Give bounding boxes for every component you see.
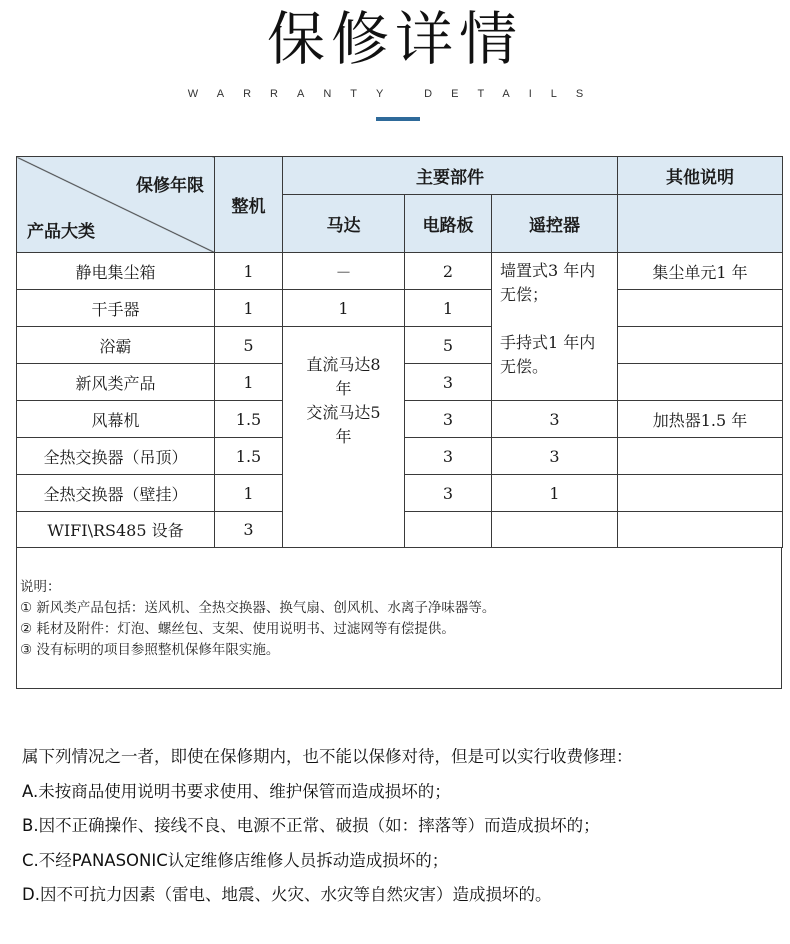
note-item: ③ 没有标明的项目参照整机保修年限实施。	[20, 642, 280, 658]
row-board-years: 3	[405, 364, 492, 401]
row-product-name: 浴霸	[17, 327, 215, 364]
row-other-note	[618, 290, 783, 327]
row-whole-years: 5	[215, 327, 283, 364]
sub-header-other-empty	[618, 195, 783, 253]
col-header-main-parts: 主要部件	[283, 157, 618, 195]
row-product-name: 静电集尘箱	[17, 253, 215, 290]
row-other-note	[618, 475, 783, 512]
row-whole-years: 1	[215, 364, 283, 401]
notes-heading: 说明：	[20, 579, 61, 595]
title-underline	[376, 117, 420, 121]
note-item: ② 耗材及附件：灯泡、螺丝包、支架、使用说明书、过滤网等有偿提供。	[20, 621, 455, 637]
exclusions-section	[22, 740, 633, 913]
remote-note-line: 手持式1 年内	[500, 333, 596, 352]
sub-header-remote: 遥控器	[492, 195, 618, 253]
row-product-name: 新风类产品	[17, 364, 215, 401]
corner-label-period: 保修年限	[136, 176, 204, 196]
motor-note-line: 年	[335, 379, 352, 398]
row-product-name: 全热交换器（壁挂）	[17, 475, 215, 512]
row-remote-years: 3	[492, 438, 618, 475]
exclusion-item: D.因不可抗力因素（雷电、地震、火灾、水灾等自然灾害）造成损坏的。	[22, 885, 552, 904]
table-corner-header	[17, 157, 215, 253]
row-whole-years: 1.5	[215, 401, 283, 438]
row-product-name: 风幕机	[17, 401, 215, 438]
row-motor-years: －	[283, 253, 405, 290]
exclusion-item: B.因不正确操作、接线不良、电源不正常、破损（如：摔落等）而造成损坏的；	[22, 816, 600, 835]
remote-note-line: 无偿；	[500, 285, 549, 304]
row-board-years: 5	[405, 327, 492, 364]
row-product-name: 干手器	[17, 290, 215, 327]
row-remote-years	[492, 512, 618, 548]
row-board-years: 3	[405, 401, 492, 438]
row-other-note: 集尘单元1 年	[618, 253, 783, 290]
row-remote-years: 1	[492, 475, 618, 512]
exclusion-item: A.未按商品使用说明书要求使用、维护保管而造成损坏的；	[22, 781, 451, 801]
note-item: ① 新风类产品包括：送风机、全热交换器、换气扇、创风机、水离子净味器等。	[20, 600, 496, 616]
col-header-other: 其他说明	[618, 157, 783, 195]
remote-merged-cell	[492, 253, 618, 401]
row-other-note: 加热器1.5 年	[618, 401, 783, 438]
page-title: 保修详情	[266, 5, 523, 73]
table-row	[17, 290, 783, 327]
col-header-whole: 整机	[215, 157, 283, 253]
table-row	[17, 327, 783, 364]
row-whole-years: 1	[215, 475, 283, 512]
row-board-years	[405, 512, 492, 548]
row-board-years: 1	[405, 290, 492, 327]
row-motor-years: 1	[283, 290, 405, 327]
row-other-note	[618, 327, 783, 364]
remote-note-line: 墙置式3 年内	[500, 261, 596, 280]
row-whole-years: 1	[215, 290, 283, 327]
sub-header-board: 电路板	[405, 195, 492, 253]
table-row	[17, 253, 783, 290]
notes-box	[16, 548, 782, 689]
row-board-years: 3	[405, 475, 492, 512]
row-board-years: 3	[405, 438, 492, 475]
motor-note-line: 年	[335, 427, 352, 446]
row-whole-years: 3	[215, 512, 283, 548]
row-other-note	[618, 438, 783, 475]
page-subtitle: WARRANTY DETAILS	[187, 88, 603, 100]
row-product-name: 全热交换器（吊顶）	[17, 438, 215, 475]
row-whole-years: 1	[215, 253, 283, 290]
row-board-years: 2	[405, 253, 492, 290]
motor-note-line: 直流马达8	[306, 355, 381, 374]
row-remote-years: 3	[492, 401, 618, 438]
row-other-note	[618, 364, 783, 401]
motor-note-line: 交流马达5	[306, 403, 381, 422]
row-product-name: WIFI\RS485 设备	[17, 512, 215, 548]
exclusions-intro: 属下列情况之一者，即使在保修期内，也不能以保修对待，但是可以实行收费修理：	[22, 747, 633, 766]
motor-merged-cell	[283, 327, 405, 548]
row-whole-years: 1.5	[215, 438, 283, 475]
corner-label-category: 产品大类	[27, 222, 95, 242]
exclusion-item: C.不经PANASONIC认定维修店维修人员拆动造成损坏的；	[22, 850, 449, 870]
row-other-note	[618, 512, 783, 548]
remote-note-line: 无偿。	[500, 357, 549, 376]
warranty-table	[16, 156, 783, 548]
sub-header-motor: 马达	[283, 195, 405, 253]
